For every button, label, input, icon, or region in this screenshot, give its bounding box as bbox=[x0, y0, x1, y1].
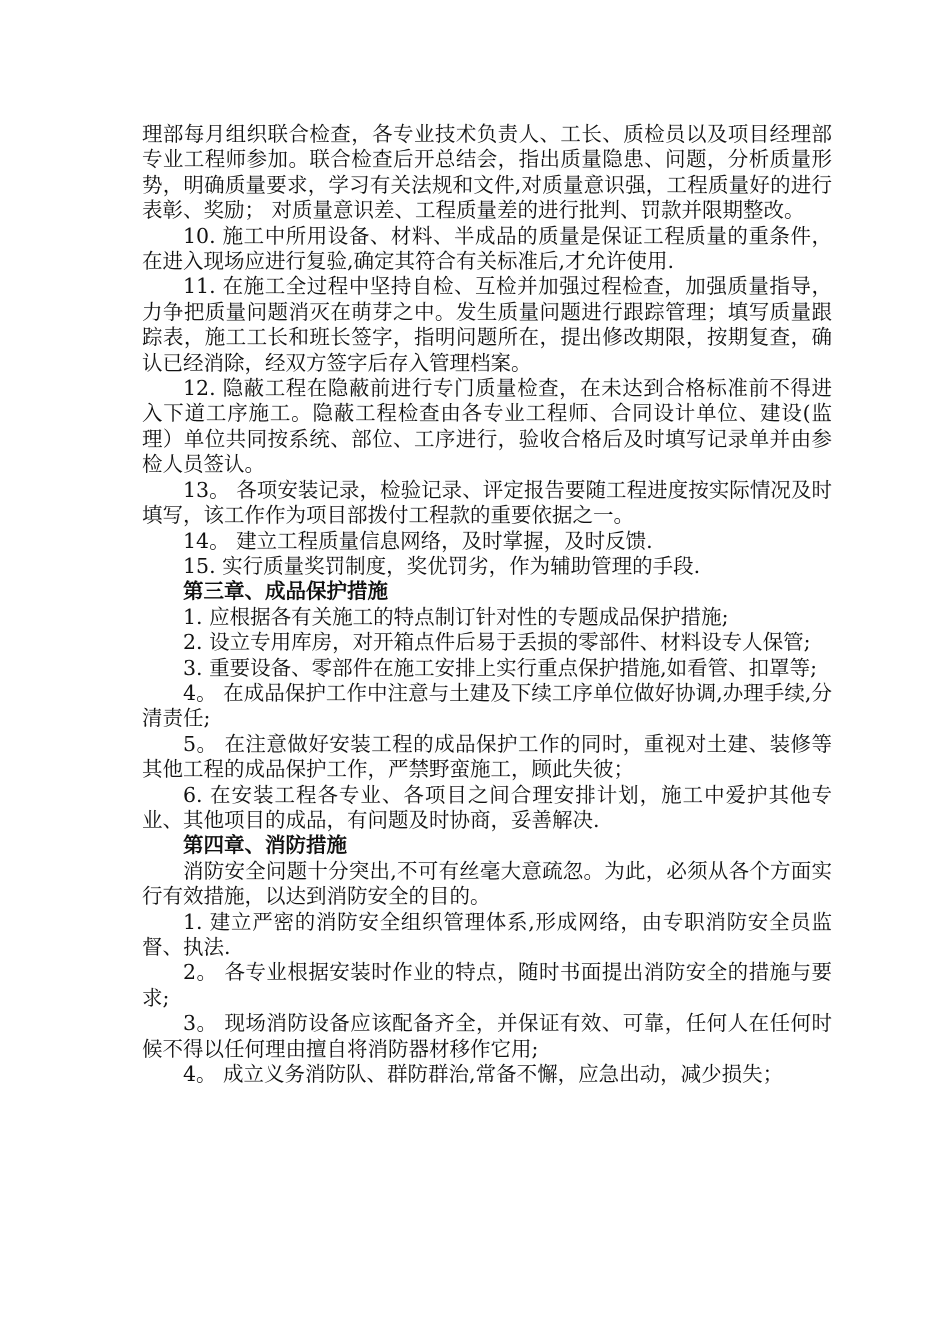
body-paragraph: 2. 设立专用库房，对开箱点件后易于丢损的零部件、材料设专人保管; bbox=[183, 630, 811, 655]
document-body bbox=[142, 122, 832, 1087]
body-paragraph: 6. 在安装工程各专业、各项目之间合理安排计划，施工中爱护其他专业、其他项目的成品，有问题及时协商，妥善解决. bbox=[142, 782, 832, 832]
body-paragraph: 理部每月组织联合检查，各专业技术负责人、工长、质检员以及项目经理部专业工程师参加。联合检查后开总结会，指出质量隐患、问题，分析质量形势，明确质量要求，学习有关法规和文件,对质量意识强，工程质量好的进行表彰、奖励； 对质量意识差、工程质量差的进行批判、罚款并限期整改。 bbox=[142, 122, 832, 223]
body-paragraph: 5。 在注意做好安装工程的成品保护工作的同时，重视对土建、装修等其他工程的成品保护工作，严禁野蛮施工，顾此失彼； bbox=[142, 731, 832, 782]
body-paragraph: 3. 重要设备、零部件在施工安排上实行重点保护措施,如看管、扣罩等; bbox=[183, 655, 817, 680]
body-paragraph: 2。 各专业根据安装时作业的特点，随时书面提出消防安全的措施与要求; bbox=[142, 960, 832, 1010]
body-paragraph: 4。 在成品保护工作中注意与土建及下续工序单位做好协调,办理手续,分清责任; bbox=[142, 680, 832, 731]
section-heading: 第三章、成品保护措施 bbox=[183, 579, 388, 604]
body-paragraph: 13。 各项安装记录，检验记录、评定报告要随工程进度按实际情况及时填写，该工作作为项目部拨付工程款的重要依据之一。 bbox=[142, 477, 832, 528]
body-paragraph: 消防安全问题十分突出,不可有丝毫大意疏忽。为此，必须从各个方面实行有效措施，以达到消防安全的目的。 bbox=[142, 858, 832, 909]
body-paragraph: 15. 实行质量奖罚制度，奖优罚劣，作为辅助管理的手段. bbox=[183, 553, 701, 578]
body-paragraph: 14。 建立工程质量信息网络，及时掌握，及时反馈. bbox=[183, 528, 653, 553]
body-paragraph: 3。 现场消防设备应该配备齐全，并保证有效、可靠，任何人在任何时候不得以任何理由擅自将消防器材移作它用; bbox=[142, 1011, 832, 1061]
body-paragraph: 11. 在施工全过程中坚持自检、互检并加强过程检查，加强质量指导，力争把质量问题消灭在萌芽之中。发生质量问题进行跟踪管理；填写质量跟踪表，施工工长和班长签字，指明问题所在，提出修改期限，按期复查，确认已经消除，经双方签字后存入管理档案。 bbox=[142, 274, 832, 375]
section-heading: 第四章、消防措施 bbox=[183, 833, 347, 858]
body-paragraph: 12. 隐蔽工程在隐蔽前进行专门质量检查，在未达到合格标准前不得进入下道工序施工。隐蔽工程检查由各专业工程师、合同设计单位、建设(监理）单位共同按系统、部位、工序进行，验收合格后及时填写记录单并由参检人员签认。 bbox=[142, 376, 832, 477]
body-paragraph: 10. 施工中所用设备、材料、半成品的质量是保证工程质量的重条件，在进入现场应进行复验,确定其符合有关标准后,才允许使用. bbox=[142, 223, 832, 274]
body-paragraph: 1. 建立严密的消防安全组织管理体系,形成网络，由专职消防安全员监督、执法. bbox=[142, 909, 832, 959]
body-paragraph: 1. 应根据各有关施工的特点制订针对性的专题成品保护措施; bbox=[183, 604, 729, 629]
body-paragraph: 4。 成立义务消防队、群防群治,常备不懈，应急出动，减少损失； bbox=[183, 1062, 784, 1087]
